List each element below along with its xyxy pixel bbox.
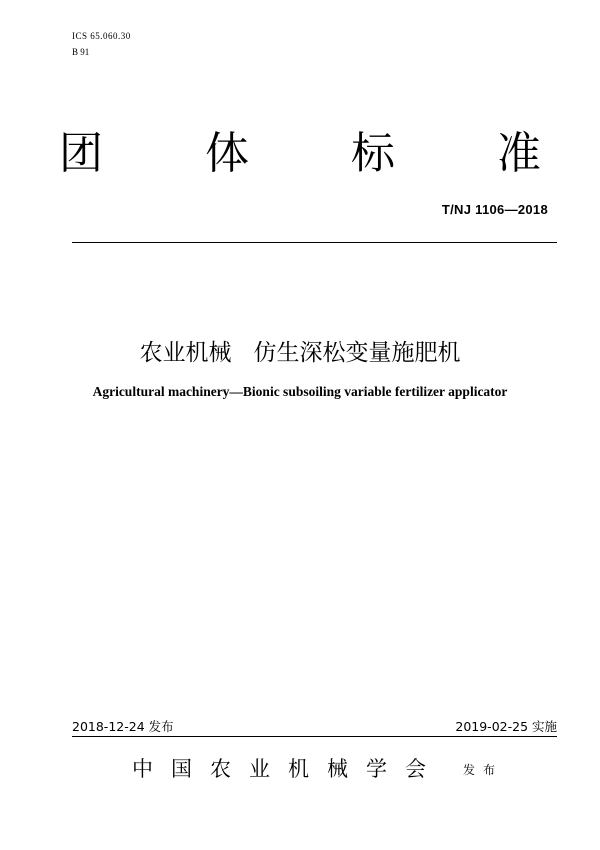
issuing-organization: 中国农业机械学会	[132, 757, 444, 781]
chinese-title-part1: 农业机械	[139, 340, 232, 366]
chinese-title-part2: 仿生深松变量施肥机	[253, 340, 461, 366]
publish-date: 2018-12-24 发布	[72, 719, 174, 734]
issuer-suffix: 发布	[463, 763, 504, 777]
document-type-heading: 团 体 标 准	[59, 128, 585, 179]
ccs-code: B 91	[72, 47, 90, 57]
top-divider	[72, 242, 557, 243]
chinese-title	[0, 334, 600, 367]
english-title: Agricultural machinery—Bionic subsoiling variable fertilizer applicator	[92, 384, 508, 399]
bottom-divider	[72, 736, 557, 737]
ics-code: ICS 65.060.30	[72, 31, 131, 41]
standard-number: T/NJ 1106—2018	[441, 202, 548, 217]
implementation-date: 2019-02-25 实施	[455, 719, 557, 734]
